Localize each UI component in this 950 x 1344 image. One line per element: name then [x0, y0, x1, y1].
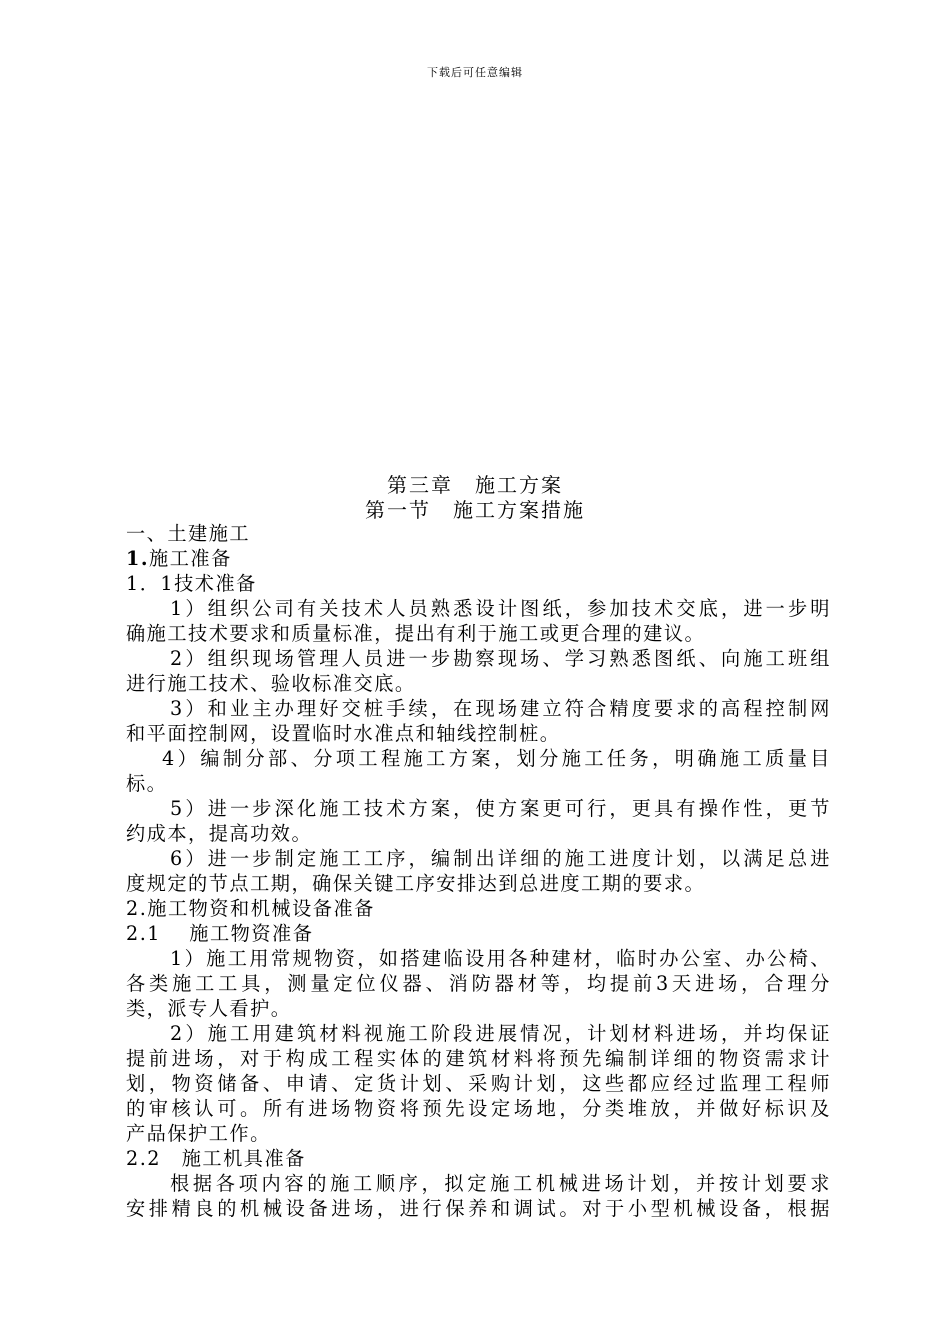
paragraph-line: 2）施工用建筑材料视施工阶段进展情况，计划材料进场，并均保证 [170, 1022, 831, 1045]
paragraph-line: 提前进场，对于构成工程实体的建筑材料将预先编制详细的物资需求计 [126, 1047, 831, 1070]
subheading-technical-preparation: 1．1技术准备 [126, 572, 257, 595]
heading-construction-preparation [126, 546, 831, 571]
paragraph-line: 确施工技术要求和质量标准，提出有利于施工或更合理的建议。 [126, 622, 706, 645]
paragraph-line: 各类施工工具，测量定位仪器、消防器材等，均提前3天进场，合理分 [126, 972, 831, 995]
paragraph-line: 约成本，提高功效。 [126, 822, 313, 845]
paragraph-line: 划，物资储备、申请、定货计划、采购计划，这些都应经过监理工程师 [126, 1072, 831, 1095]
heading-civil-construction: 一、土建施工 [126, 522, 251, 545]
paragraph-line: 安排精良的机械设备进场，进行保养和调试。对于小型机械设备，根据 [126, 1197, 831, 1220]
paragraph-line: 和平面控制网，设置临时水准点和轴线控制桩。 [126, 722, 561, 745]
paragraph-line: 根据各项内容的施工顺序，拟定施工机械进场计划，并按计划要求 [170, 1172, 831, 1195]
paragraph-line: 1）施工用常规物资，如搭建临设用各种建材，临时办公室、办公椅、 [170, 947, 831, 970]
heading-text: 施工准备 [149, 547, 232, 570]
subheading-machinery-preparation: 2.2 施工机具准备 [126, 1147, 306, 1170]
paragraph-line: 度规定的节点工期，确保关键工序安排达到总进度工期的要求。 [126, 872, 706, 895]
paragraph-line: 2）组织现场管理人员进一步勘察现场、学习熟悉图纸、向施工班组 [170, 647, 831, 670]
page-header-note: 下载后可任意编辑 [427, 66, 523, 79]
paragraph-line: 产品保护工作。 [126, 1122, 271, 1145]
chapter-title: 第三章 施工方案 [387, 473, 563, 497]
heading-materials-equipment: 2.施工物资和机械设备准备 [126, 897, 375, 920]
paragraph-line: 的审核认可。所有进场物资将预先设定场地，分类堆放，并做好标识及 [126, 1097, 831, 1120]
paragraph-line: 1）组织公司有关技术人员熟悉设计图纸，参加技术交底，进一步明 [170, 597, 831, 620]
section-title: 第一节 施工方案措施 [365, 498, 585, 522]
paragraph-line: 6）进一步制定施工工序，编制出详细的施工进度计划，以满足总进 [170, 847, 831, 870]
heading-number: 1. [126, 547, 150, 570]
paragraph-line: 类，派专人看护。 [126, 997, 292, 1020]
paragraph-line: 4）编制分部、分项工程施工方案，划分施工任务，明确施工质量目 [162, 747, 831, 770]
paragraph-line: 进行施工技术、验收标准交底。 [126, 672, 416, 695]
paragraph-line: 5）进一步深化施工技术方案，使方案更可行，更具有操作性，更节 [170, 797, 831, 820]
subheading-materials-preparation: 2.1 施工物资准备 [126, 922, 314, 945]
document-body [126, 521, 831, 1221]
paragraph-line: 3）和业主办理好交桩手续，在现场建立符合精度要求的高程控制网 [170, 697, 831, 720]
paragraph-line: 标。 [126, 772, 168, 795]
